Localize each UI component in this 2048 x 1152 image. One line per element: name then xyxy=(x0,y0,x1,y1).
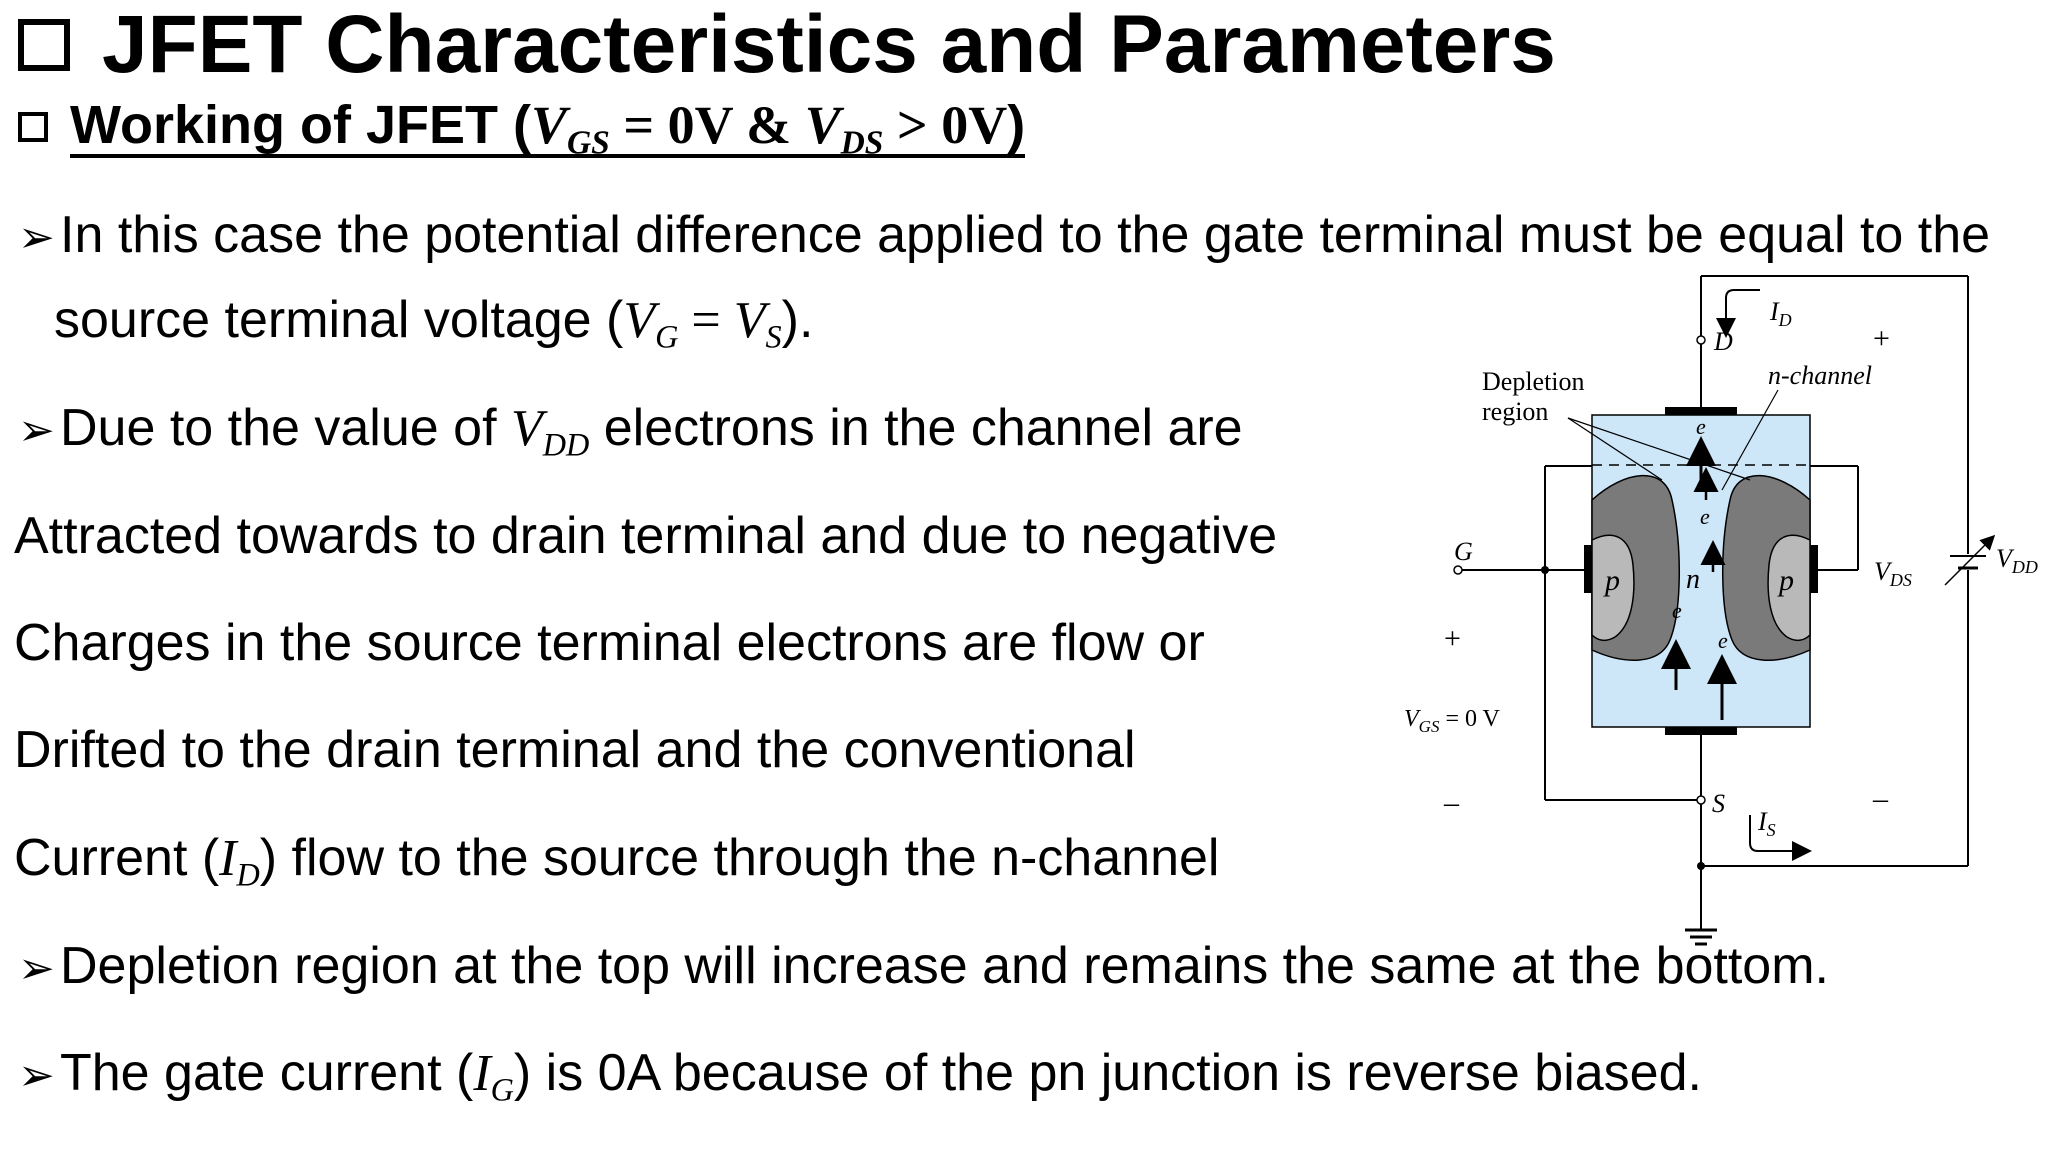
n-label: n xyxy=(1686,564,1700,595)
vdd-symbol: V xyxy=(510,400,543,457)
slide-title-text: JFET Characteristics and Parameters xyxy=(102,0,1556,90)
n-channel-label: n-channel xyxy=(1768,361,1872,390)
heading-suffix: ) xyxy=(1007,95,1026,155)
heading-vds: V xyxy=(804,95,841,155)
slide-title xyxy=(18,2,1556,88)
is-label: $I_S$ xyxy=(1758,807,1776,840)
bullet-1-end: ). xyxy=(781,291,814,349)
id-label: $I_D$ xyxy=(1770,297,1792,330)
arrow-bullet-icon: ➢ xyxy=(18,406,55,455)
bullet-1-text: In this case the potential difference applied to the gate terminal must be equal to the xyxy=(60,206,1991,264)
vg-symbol: V xyxy=(623,292,656,349)
gate-contact-left xyxy=(1584,545,1592,593)
heading-gt: > 0V xyxy=(883,95,1008,155)
bullet-1-line-2 xyxy=(54,290,814,355)
id-sub: D xyxy=(236,856,260,893)
arrow-bullet-icon: ➢ xyxy=(18,213,55,262)
depletion-label-1: Depletion xyxy=(1482,367,1585,396)
heading-prefix: Working of JFET ( xyxy=(70,95,531,155)
vds-minus: – xyxy=(1873,782,1888,815)
heading-vds-sub: DS xyxy=(840,124,884,162)
paragraph-line-2: Charges in the source terminal electrons are flow or xyxy=(14,614,1205,672)
vdd-sub: DD xyxy=(542,426,590,463)
arrow-bullet-icon: ➢ xyxy=(18,944,55,993)
arrow-bullet-icon: ➢ xyxy=(18,1051,55,1100)
ig-symbol: I xyxy=(473,1045,491,1102)
source-contact xyxy=(1665,727,1737,735)
bullet-1-line-1 xyxy=(18,205,1990,268)
jfet-circuit-diagram xyxy=(1386,268,2048,968)
junction-dot xyxy=(1697,862,1705,870)
source-label: S xyxy=(1712,789,1725,818)
paragraph-line-3: Drifted to the drain terminal and the conventional xyxy=(14,721,1136,779)
section-heading xyxy=(18,95,1026,162)
gate-label: G xyxy=(1454,537,1473,566)
bullet-2-text: Due to the value of xyxy=(60,399,511,457)
vgs-label: $V_{GS} = 0$ V xyxy=(1404,706,1500,736)
vs-sub: S xyxy=(765,318,782,355)
p-left-label: p xyxy=(1605,564,1620,597)
gate-terminal xyxy=(1454,566,1462,574)
vs-symbol: V xyxy=(733,292,766,349)
bullet-2 xyxy=(18,398,1243,461)
electron-label-1: e xyxy=(1696,414,1706,439)
bullet-4 xyxy=(18,1043,1702,1106)
checkbox-square-icon xyxy=(18,19,70,71)
eq-symbol: = xyxy=(678,292,734,349)
id-symbol: I xyxy=(219,830,237,887)
bullet-4-text-end: ) is 0A because of the pn junction is reverse biased. xyxy=(513,1044,1702,1102)
electron-label-4: e xyxy=(1718,628,1728,653)
vgs-minus: – xyxy=(1444,786,1459,819)
vg-sub: G xyxy=(655,318,679,355)
drain-terminal xyxy=(1697,336,1705,344)
heading-eq: = 0V & xyxy=(609,95,805,155)
vdd-label: $V_{DD}$ xyxy=(1996,544,2038,577)
gate-contact-right xyxy=(1810,545,1818,593)
paragraph-4-text: Current ( xyxy=(14,829,220,887)
source-terminal xyxy=(1697,796,1705,804)
vgs-plus: + xyxy=(1444,622,1461,655)
p-right-label: p xyxy=(1779,564,1794,597)
electron-label-2: e xyxy=(1700,504,1710,529)
section-heading-text xyxy=(70,95,1026,162)
heading-vgs: V xyxy=(530,95,568,155)
electron-label-3: e xyxy=(1672,598,1682,623)
checkbox-square-icon xyxy=(18,112,48,142)
depletion-label-2: region xyxy=(1482,397,1549,426)
paragraph-4-text-end: ) flow to the source through the n-channel xyxy=(259,829,1220,887)
ig-sub: G xyxy=(490,1071,514,1108)
bullet-4-text: The gate current ( xyxy=(60,1044,474,1102)
vds-label: $V_{DS}$ xyxy=(1874,557,1912,590)
heading-vgs-sub: GS xyxy=(567,124,610,162)
bullet-1-text-2: source terminal voltage ( xyxy=(54,291,624,349)
drain-label: D xyxy=(1714,327,1733,356)
vds-plus: + xyxy=(1873,322,1890,355)
bullet-2-text-end: electrons in the channel are xyxy=(589,399,1243,457)
paragraph-line-1: Attracted towards to drain terminal and due to negative xyxy=(14,507,1278,565)
paragraph-line-4 xyxy=(14,828,1220,893)
bullet-3-text: Depletion region at the top will increase and remains the same at the bottom. xyxy=(60,937,1829,995)
